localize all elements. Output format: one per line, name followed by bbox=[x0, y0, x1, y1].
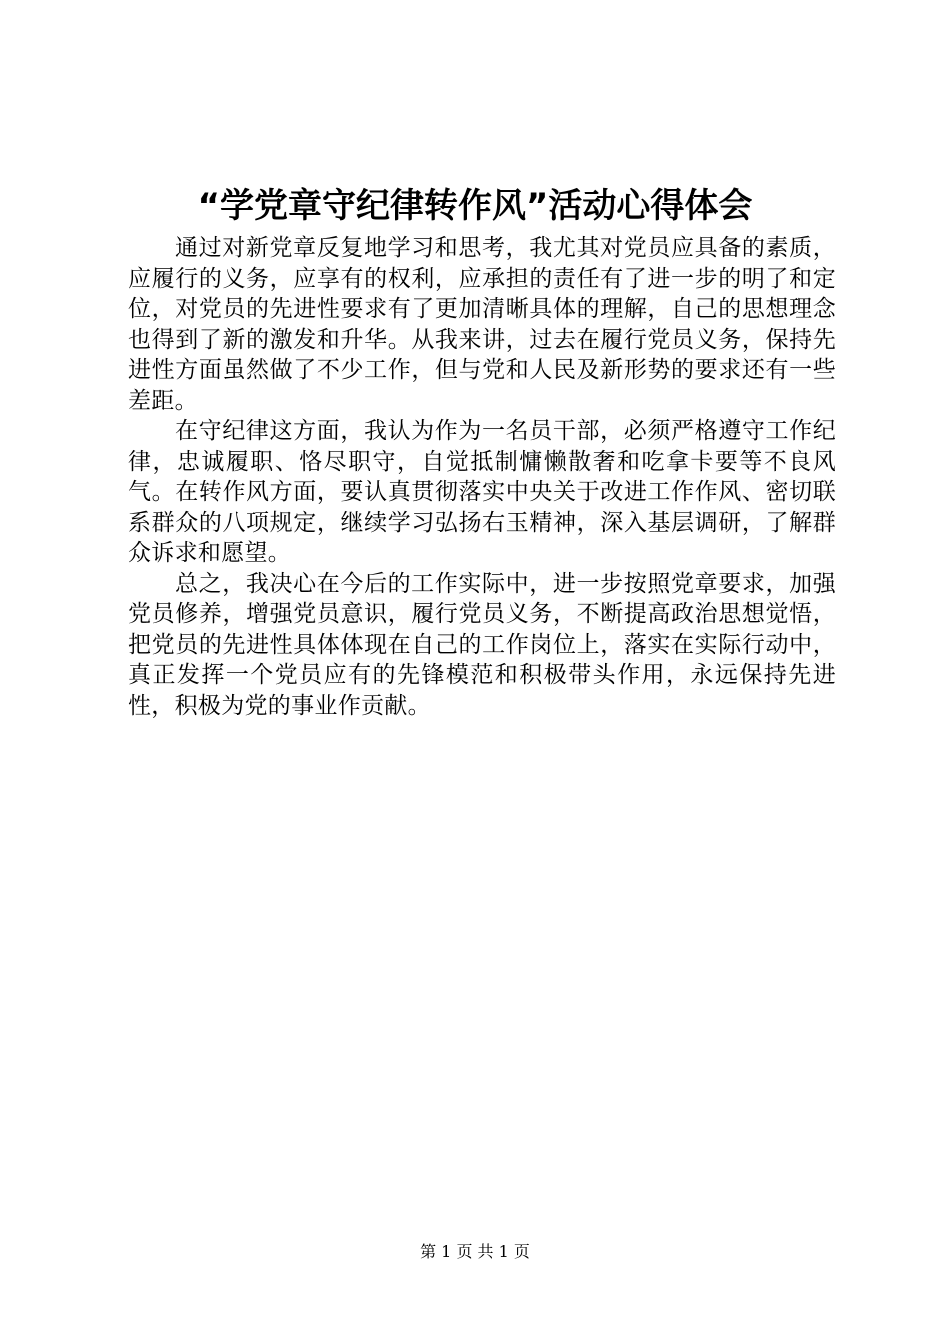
paragraph-1: 通过对新党章反复地学习和思考，我尤其对党员应具备的素质，应履行的义务，应享有的权利，应承担的责任有了进一步的明了和定位，对党员的先进性要求有了更加清晰具体的理解，自己的思想理念也得到了新的激发和升华。从我来讲，过去在履行党员义务，保持先进性方面虽然做了不少工作，但与党和人民及新形势的要求还有一些差距。 bbox=[128, 235, 836, 414]
paragraph-3: 总之，我决心在今后的工作实际中，进一步按照党章要求，加强党员修养，增强党员意识，履行党员义务，不断提高政治思想觉悟，把党员的先进性具体体现在自己的工作岗位上，落实在实际行动中，真正发挥一个党员应有的先锋模范和积极带头作用，永远保持先进性，积极为党的事业作贡献。 bbox=[128, 570, 836, 719]
paragraph-2: 在守纪律这方面，我认为作为一名员干部，必须严格遵守工作纪律，忠诚履职、恪尽职守，自觉抵制慵懒散奢和吃拿卡要等不良风气。在转作风方面，要认真贯彻落实中央关于改进工作作风、密切联系群众的八项规定，继续学习弘扬右玉精神，深入基层调研，了解群众诉求和愿望。 bbox=[128, 418, 836, 566]
document-title: “学党章守纪律转作风”活动心得体会 bbox=[197, 186, 753, 226]
document-body bbox=[128, 233, 836, 721]
page-footer: 第 1 页 共 1 页 bbox=[420, 1242, 530, 1261]
